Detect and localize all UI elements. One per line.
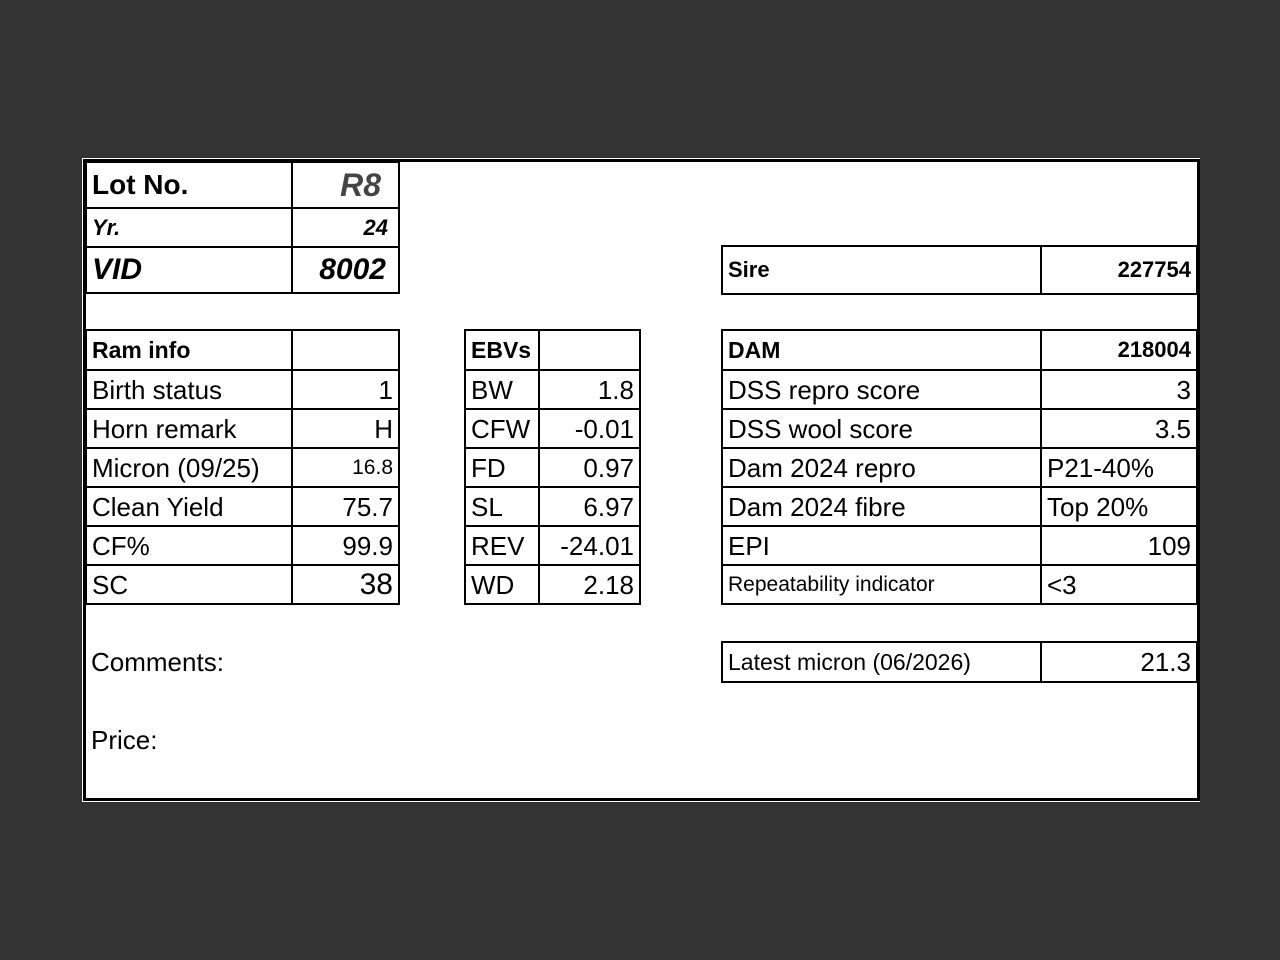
dam-value: 3 <box>1041 370 1197 409</box>
ram-info-value: 1 <box>292 370 399 409</box>
ebv-value: 6.97 <box>539 487 640 526</box>
latest-micron-table <box>721 641 1198 683</box>
ebv-label: BW <box>465 370 539 409</box>
identity-table <box>85 161 400 294</box>
dam-header-row <box>722 330 1197 370</box>
ebv-label: WD <box>465 565 539 604</box>
ebv-label: REV <box>465 526 539 565</box>
ram-info-label: Micron (09/25) <box>86 448 292 487</box>
ram-info-label: Horn remark <box>86 409 292 448</box>
table-row <box>86 487 399 526</box>
ebv-value: -0.01 <box>539 409 640 448</box>
ram-info-header-row <box>86 330 399 370</box>
table-row <box>86 565 399 604</box>
sire-table <box>721 245 1198 295</box>
dam-label: DSS wool score <box>722 409 1041 448</box>
table-row <box>465 448 640 487</box>
ram-info-table <box>85 329 400 605</box>
ram-info-value: 38 <box>292 565 399 604</box>
table-row <box>465 409 640 448</box>
ebv-label: SL <box>465 487 539 526</box>
ram-info-label: Clean Yield <box>86 487 292 526</box>
vid-row <box>86 247 399 293</box>
dam-label: DSS repro score <box>722 370 1041 409</box>
comments-label: Comments: <box>91 647 224 677</box>
dam-value: Top 20% <box>1041 487 1197 526</box>
table-row <box>465 370 640 409</box>
year-row <box>86 208 399 247</box>
ram-info-header: Ram info <box>86 330 292 370</box>
table-row <box>722 409 1197 448</box>
dam-value: 3.5 <box>1041 409 1197 448</box>
sire-row <box>722 246 1197 294</box>
table-row <box>722 370 1197 409</box>
ebv-value: 0.97 <box>539 448 640 487</box>
ram-info-label: SC <box>86 565 292 604</box>
year-label: Yr. <box>86 208 292 247</box>
vid-label: VID <box>86 247 292 293</box>
ebv-value: 2.18 <box>539 565 640 604</box>
ram-info-label: CF% <box>86 526 292 565</box>
table-row <box>86 526 399 565</box>
price-label: Price: <box>91 725 158 755</box>
sire-label: Sire <box>722 246 1041 294</box>
ram-info-value: 75.7 <box>292 487 399 526</box>
lot-value: R8 <box>292 162 399 208</box>
table-row <box>86 409 399 448</box>
latest-micron-row <box>722 642 1197 682</box>
year-value: 24 <box>292 208 399 247</box>
table-row <box>465 526 640 565</box>
dam-label: Dam 2024 fibre <box>722 487 1041 526</box>
ram-info-value: 16.8 <box>292 448 399 487</box>
dam-label: EPI <box>722 526 1041 565</box>
dam-header: DAM <box>722 330 1041 370</box>
ebv-value: -24.01 <box>539 526 640 565</box>
ram-info-header-empty <box>292 330 399 370</box>
latest-micron-label: Latest micron (06/2026) <box>722 642 1041 682</box>
table-row <box>722 448 1197 487</box>
dam-label: Dam 2024 repro <box>722 448 1041 487</box>
table-row <box>722 487 1197 526</box>
dam-value: P21-40% <box>1041 448 1197 487</box>
ebvs-header-empty <box>539 330 640 370</box>
sire-value: 227754 <box>1041 246 1197 294</box>
table-row <box>722 526 1197 565</box>
table-row <box>465 487 640 526</box>
ebv-label: FD <box>465 448 539 487</box>
dam-table <box>721 329 1198 605</box>
table-row <box>722 565 1197 604</box>
ebvs-table <box>464 329 641 605</box>
ram-info-label: Birth status <box>86 370 292 409</box>
table-row <box>86 370 399 409</box>
lot-label: Lot No. <box>86 162 292 208</box>
ram-info-value: H <box>292 409 399 448</box>
dam-label: Repeatability indicator <box>722 565 1041 604</box>
ram-info-value: 99.9 <box>292 526 399 565</box>
table-row <box>465 565 640 604</box>
dam-value: <3 <box>1041 565 1197 604</box>
lot-row <box>86 162 399 208</box>
ebv-label: CFW <box>465 409 539 448</box>
dam-value: 109 <box>1041 526 1197 565</box>
ebvs-header: EBVs <box>465 330 539 370</box>
table-row <box>86 448 399 487</box>
vid-value: 8002 <box>292 247 399 293</box>
dam-header-value: 218004 <box>1041 330 1197 370</box>
ebv-value: 1.8 <box>539 370 640 409</box>
ebvs-header-row <box>465 330 640 370</box>
latest-micron-value: 21.3 <box>1041 642 1197 682</box>
